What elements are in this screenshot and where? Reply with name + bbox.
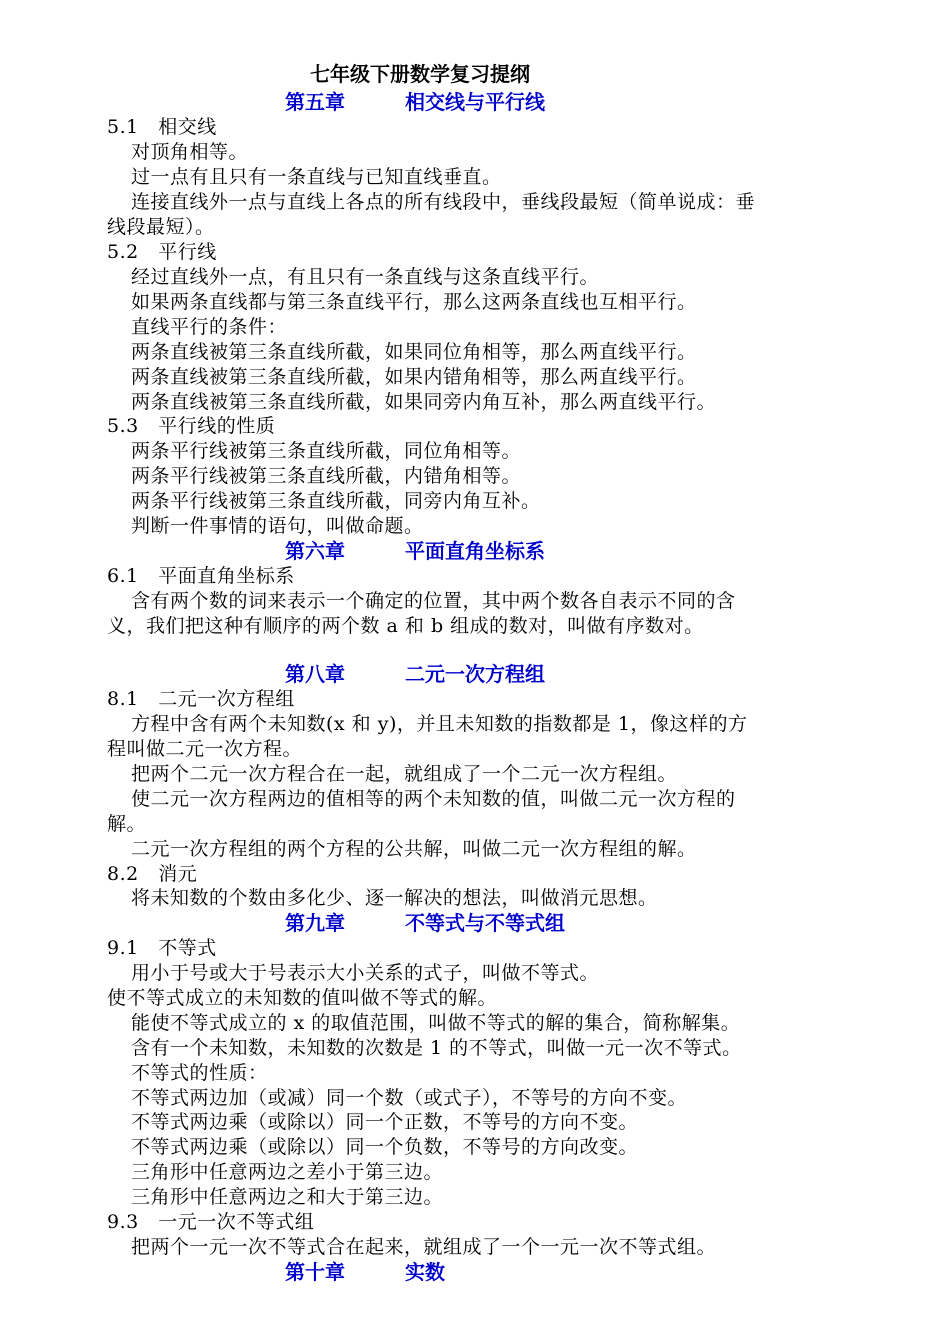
chapter-heading: 第九章 不等式与不等式组 — [285, 911, 565, 935]
chapter-heading: 第八章 二元一次方程组 — [285, 662, 545, 686]
text-line: 含有一个未知数，未知数的次数是 1 的不等式，叫做一元一次不等式。 — [131, 1037, 742, 1059]
text-line: 含有两个数的词来表示一个确定的位置，其中两个数各自表示不同的含 — [131, 590, 736, 612]
text-line: 两条直线被第三条直线所截，如果内错角相等，那么两直线平行。 — [131, 366, 697, 388]
text-line: 三角形中任意两边之差小于第三边。 — [131, 1161, 444, 1183]
text-line: 不等式两边乘（或除以）同一个负数，不等号的方向改变。 — [131, 1136, 639, 1158]
text-line: 程叫做二元一次方程。 — [107, 738, 303, 760]
section-heading: 8.1 二元一次方程组 — [107, 688, 295, 710]
text-line: 判断一件事情的语句，叫做命题。 — [131, 515, 424, 537]
text-line: 两条直线被第三条直线所截，如果同位角相等，那么两直线平行。 — [131, 341, 697, 363]
section-heading: 6.1 平面直角坐标系 — [107, 565, 295, 587]
section-heading: 9.1 不等式 — [107, 937, 217, 959]
text-line: 不等式的性质： — [131, 1062, 268, 1084]
text-line: 线段最短）。 — [107, 216, 215, 238]
text-line: 如果两条直线都与第三条直线平行，那么这两条直线也互相平行。 — [131, 291, 697, 313]
text-line: 三角形中任意两边之和大于第三边。 — [131, 1186, 444, 1208]
text-line: 连接直线外一点与直线上各点的所有线段中，垂线段最短（简单说成：垂 — [131, 191, 756, 213]
text-line: 方程中含有两个未知数(x 和 y)，并且未知数的指数都是 1，像这样的方 — [131, 713, 748, 735]
text-line: 用小于号或大于号表示大小关系的式子，叫做不等式。 — [131, 962, 600, 984]
text-line: 两条平行线被第三条直线所截，同位角相等。 — [131, 440, 522, 462]
text-line: 能使不等式成立的 x 的取值范围，叫做不等式的解的集合，简称解集。 — [131, 1012, 741, 1034]
section-heading: 5.2 平行线 — [107, 241, 217, 263]
text-line: 两条直线被第三条直线所截，如果同旁内角互补，那么两直线平行。 — [131, 391, 717, 413]
chapter-heading: 第五章 相交线与平行线 — [285, 90, 545, 114]
text-line: 直线平行的条件： — [131, 316, 288, 338]
text-line: 解。 — [107, 813, 147, 835]
section-heading: 9.3 一元一次不等式组 — [107, 1211, 315, 1233]
text-line: 使二元一次方程两边的值相等的两个未知数的值，叫做二元一次方程的 — [131, 788, 736, 810]
section-heading: 5.1 相交线 — [107, 116, 217, 138]
chapter-heading: 第十章 实数 — [285, 1260, 445, 1284]
text-line: 两条平行线被第三条直线所截，内错角相等。 — [131, 465, 522, 487]
section-heading: 5.3 平行线的性质 — [107, 415, 276, 437]
text-line: 经过直线外一点，有且只有一条直线与这条直线平行。 — [131, 266, 600, 288]
text-line: 使不等式成立的未知数的值叫做不等式的解。 — [107, 987, 498, 1009]
text-line: 二元一次方程组的两个方程的公共解，叫做二元一次方程组的解。 — [131, 838, 697, 860]
text-line: 义，我们把这种有顺序的两个数 a 和 b 组成的数对，叫做有序数对。 — [107, 615, 704, 637]
text-line: 不等式两边加（或减）同一个数（或式子），不等号的方向不变。 — [131, 1087, 688, 1109]
text-line: 把两个一元一次不等式合在起来，就组成了一个一元一次不等式组。 — [131, 1236, 717, 1258]
document-title: 七年级下册数学复习提纲 — [310, 62, 530, 86]
text-line: 对顶角相等。 — [131, 141, 249, 163]
chapter-heading: 第六章 平面直角坐标系 — [285, 539, 545, 563]
section-heading: 8.2 消元 — [107, 863, 198, 885]
text-line: 把两个二元一次方程合在一起，就组成了一个二元一次方程组。 — [131, 763, 678, 785]
text-line: 不等式两边乘（或除以）同一个正数，不等号的方向不变。 — [131, 1111, 639, 1133]
text-line: 将未知数的个数由多化少、逐一解决的想法，叫做消元思想。 — [131, 887, 658, 909]
text-line: 两条平行线被第三条直线所截，同旁内角互补。 — [131, 490, 541, 512]
text-line: 过一点有且只有一条直线与已知直线垂直。 — [131, 166, 502, 188]
